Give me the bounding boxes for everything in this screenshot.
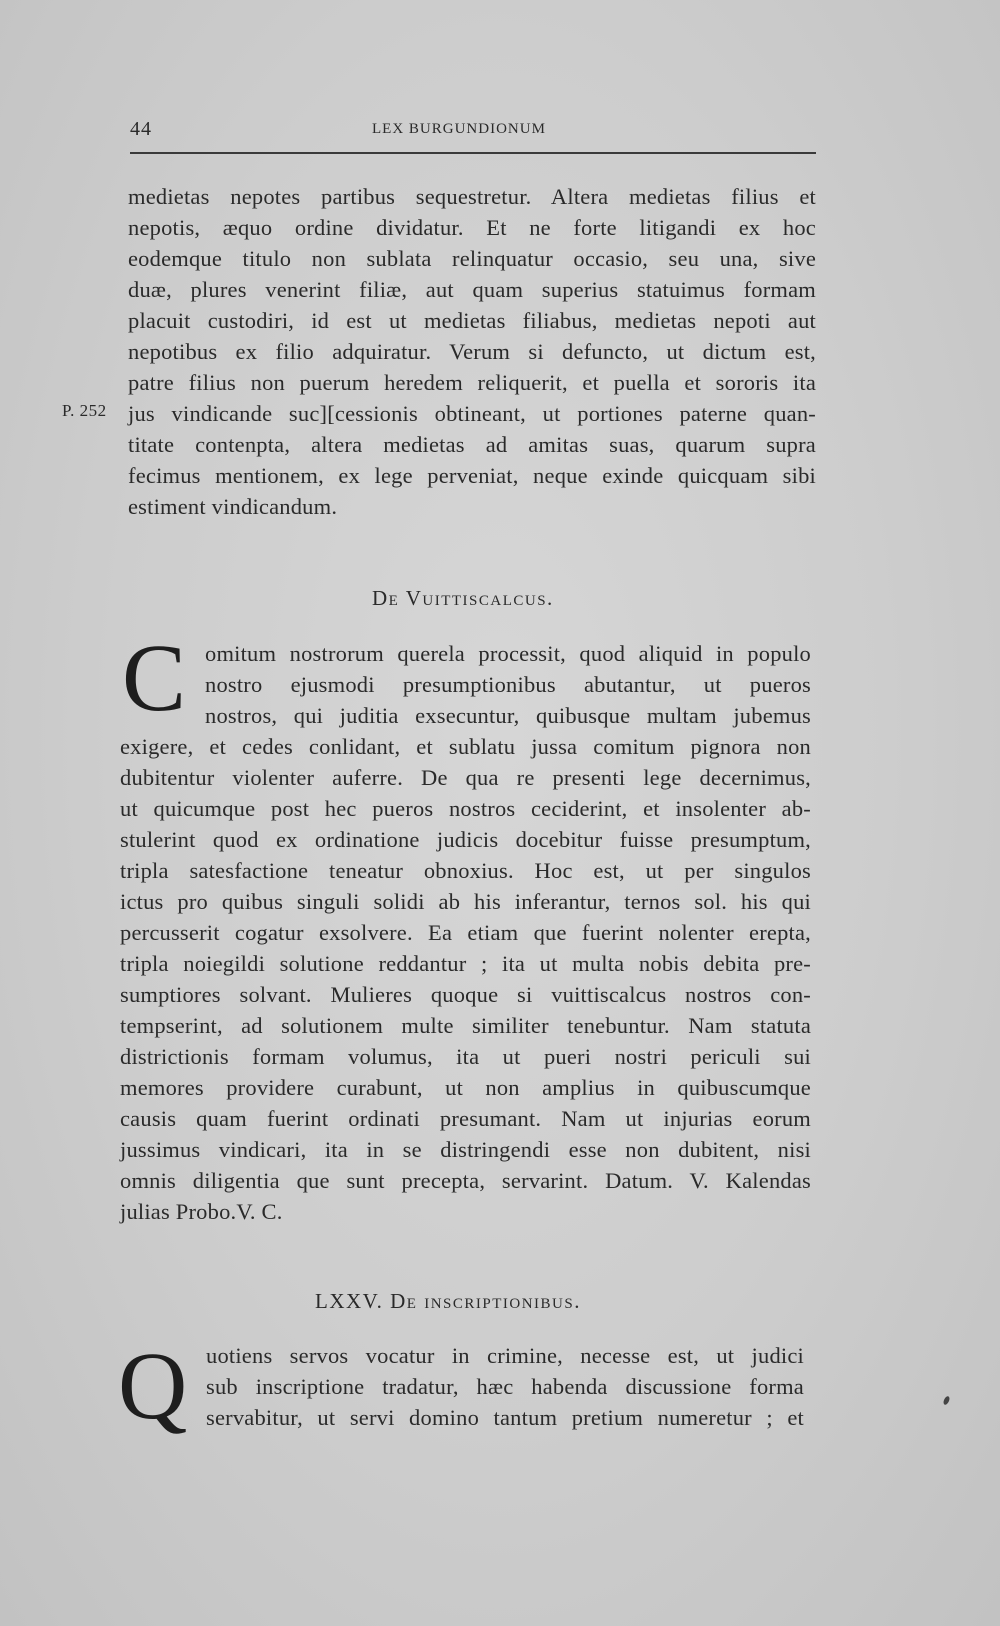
text-line: titate contenpta, altera medietas ad amitas suas, quarum supra <box>128 432 816 457</box>
text-line: exigere, et cedes conlidant, et sublatu jussa comitum pignora non <box>120 734 811 759</box>
text-line: omitum nostrorum querela processit, quod aliquid in populo <box>205 641 811 666</box>
page-number: 44 <box>130 118 152 140</box>
section1-dropcap-lines <box>205 638 811 731</box>
drop-cap-c: C <box>122 624 187 731</box>
text-line: fecimus mentionem, ex lege perveniat, neque exinde quicquam sibi <box>128 463 816 488</box>
text-line: omnis diligentia que sunt precepta, servarint. Datum. V. Kalendas <box>120 1168 811 1193</box>
ink-speck <box>942 1395 950 1405</box>
text-line: jussimus vindicari, ita in se distringendi esse non dubitent, nisi <box>120 1137 811 1162</box>
text-line: sub inscriptione tradatur, hæc habenda discussione forma <box>206 1374 804 1399</box>
text-line: tempserint, ad solutionem multe similiter tenebuntur. Nam statuta <box>120 1013 811 1038</box>
drop-cap-q: Q <box>118 1332 188 1439</box>
text-line: uotiens servos vocatur in crimine, necesse est, ut judici <box>206 1343 804 1368</box>
text-line: memores providere curabunt, ut non amplius in quibuscumque <box>120 1075 811 1100</box>
section-heading-inscriptionibus <box>315 1289 581 1314</box>
text-line: nostro ejusmodi presumptionibus abutantur, ut pueros <box>205 672 811 697</box>
section2-dropcap-lines <box>206 1340 804 1433</box>
text-line: nepotibus ex filio adquiratur. Verum si defuncto, ut dictum est, <box>128 339 816 364</box>
margin-page-reference: P. 252 <box>62 401 107 420</box>
text-line: ut quicumque post hec pueros nostros ceciderint, et insolenter ab- <box>120 796 811 821</box>
heading-initial: D <box>372 586 389 610</box>
text-line: eodemque titulo non sublata relinquatur occasio, seu una, sive <box>128 246 816 271</box>
text-line: julias Probo.V. C. <box>120 1199 283 1224</box>
heading-text: e Vuittiscalcus. <box>388 586 554 610</box>
text-line: medietas nepotes partibus sequestretur. Altera medietas filius et <box>128 184 816 209</box>
text-line: jus vindicande suc][cessionis obtineant, ut portiones paterne quan- <box>128 401 816 426</box>
text-line: estiment vindicandum. <box>128 494 338 519</box>
text-line: ictus pro quibus singuli solidi ab his inferantur, ternos sol. his qui <box>120 889 811 914</box>
text-line: percusserit cogatur exsolvere. Ea etiam que fuerint nolenter erepta, <box>120 920 811 945</box>
running-head <box>130 118 816 158</box>
heading-number: LXXV. <box>315 1289 391 1313</box>
text-line: sumptiores solvant. Mulieres quoque si vuittiscalcus nostros con- <box>120 982 811 1007</box>
text-line: dubitentur violenter auferre. De qua re presenti lege decernimus, <box>120 765 811 790</box>
text-line: patre filius non puerum heredem reliquerit, et puella et sororis ita <box>128 370 816 395</box>
text-line: duæ, plures venerint filiæ, aut quam superius statuimus formam <box>128 277 816 302</box>
text-line: nostros, qui juditia exsecuntur, quibusque multam jubemus <box>205 703 811 728</box>
section-heading-vuittiscalcus <box>372 586 554 611</box>
text-line: servabitur, ut servi domino tantum pretium numeretur ; et <box>206 1405 804 1430</box>
text-line: placuit custodiri, id est ut medietas filiabus, medietas nepoti aut <box>128 308 816 333</box>
heading-text: e inscriptionibus. <box>406 1289 581 1313</box>
header-rule <box>130 152 816 154</box>
text-line: tripla noiegildi solutione reddantur ; ita ut multa nobis debita pre- <box>120 951 811 976</box>
text-line: stulerint quod ex ordinatione judicis docebitur fuisse presumptum, <box>120 827 811 852</box>
text-line: districtionis formam volumus, ita ut pueri nostri periculi sui <box>120 1044 811 1069</box>
heading-initial: D <box>390 1289 407 1313</box>
running-title: LEX BURGUNDIONUM <box>372 121 546 137</box>
text-line: causis quam fuerint ordinati presumant. Nam ut injurias eorum <box>120 1106 811 1131</box>
section1-paragraph <box>120 731 811 1227</box>
continuation-paragraph <box>128 181 816 522</box>
text-line: nepotis, æquo ordine dividatur. Et ne forte litigandi ex hoc <box>128 215 816 240</box>
text-line: tripla satesfactione teneatur obnoxius. Hoc est, ut per singulos <box>120 858 811 883</box>
